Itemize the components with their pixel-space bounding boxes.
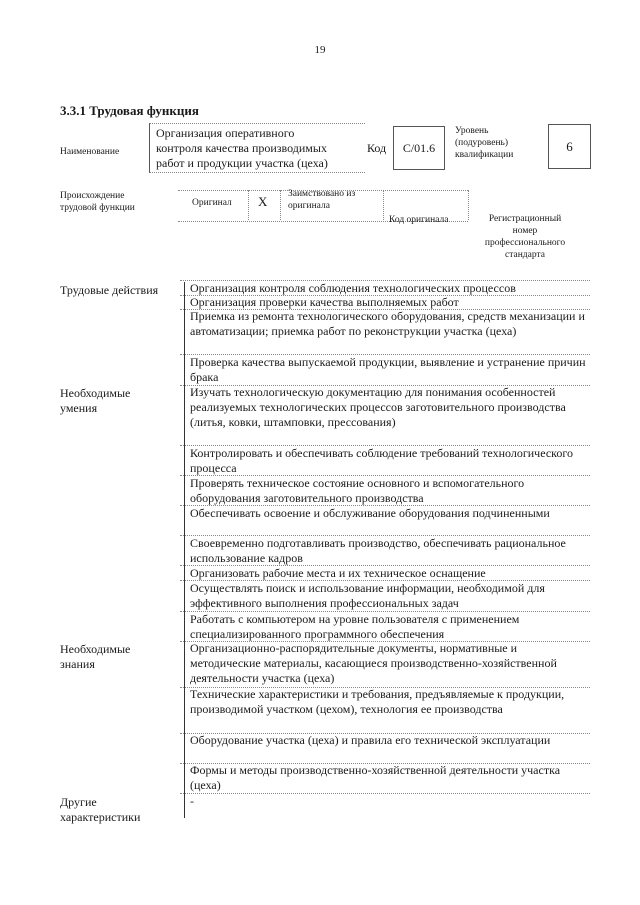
level-value-box	[548, 124, 591, 169]
reg-line-4: стандарта	[505, 250, 545, 260]
skills-label-line-1: Необходимые	[60, 386, 131, 400]
knowledge-item: Формы и методы производственно-хозяйственной деятельности участка (цеха)	[190, 763, 561, 792]
origin-separator	[248, 190, 249, 220]
reg-line-2: номер	[512, 226, 538, 236]
skill-item: Осуществлять поиск и использование информации, необходимой для эффективного выполнения профессиональных задач	[190, 581, 545, 610]
code-value: С/01.6	[402, 140, 436, 155]
level-label	[455, 125, 537, 161]
action-item: Проверка качества выпускаемой продукции, выявление и устранение причин брака	[190, 355, 586, 384]
name-label: Наименование	[60, 147, 120, 157]
other-label	[60, 795, 140, 825]
section-title: 3.3.1 Трудовая функция	[60, 103, 199, 118]
knowledge-label-line-1: Необходимые	[60, 642, 131, 656]
function-name-line-1: Организация оперативного	[156, 126, 295, 140]
origin-separator	[383, 190, 384, 220]
action-item: Организация контроля соблюдения технологических процессов	[190, 281, 516, 295]
function-name-line-3: работ и продукции участка (цеха)	[156, 156, 328, 170]
level-label-line-1: Уровень	[455, 126, 489, 136]
origin-separator	[280, 190, 281, 220]
function-name-line-2: контроля качества производимых	[156, 141, 327, 155]
knowledge-item: Оборудование участка (цеха) и правила его технической эксплуатации	[190, 733, 551, 747]
skill-item: Своевременно подготавливать производство, обеспечивать рациональное использование кадров	[190, 536, 566, 565]
original-label: Оригинал	[192, 198, 232, 208]
registration-number-label	[470, 213, 580, 261]
origin-label-line-2: трудовой функции	[60, 203, 135, 213]
original-mark: X	[258, 194, 268, 209]
skill-item: Проверять техническое состояние основного и вспомогательного оборудования заготовительного производства	[190, 476, 525, 505]
skill-item: Работать с компьютером на уровне пользователя с применением специализированного программного обеспечения	[190, 612, 520, 641]
skills-label-line-2: умения	[60, 401, 98, 415]
level-value: 6	[566, 138, 573, 154]
original-code-label: Код оригинала	[389, 215, 449, 225]
borrowed-label	[288, 188, 378, 212]
borrowed-line-1: Заимствовано из	[288, 189, 356, 199]
knowledge-label-line-2: знания	[60, 657, 95, 671]
table-divider	[184, 282, 185, 818]
code-value-box	[393, 126, 445, 170]
reg-line-3: профессионального	[484, 238, 566, 248]
borrowed-line-2: оригинала	[288, 201, 330, 211]
actions-label: Трудовые действия	[60, 283, 159, 297]
skill-item: Изучать технологическую документацию для понимания особенностей реализуемых технологических процессов заготовительного производства (литья, ковки, штамповки, прессования)	[190, 385, 566, 429]
action-item: Организация проверки качества выполняемых работ	[190, 295, 459, 309]
skills-label	[60, 386, 130, 416]
code-label: Код	[367, 141, 387, 155]
page-number: 19	[314, 44, 326, 56]
knowledge-item: Организационно-распорядительные документы, нормативные и методические материалы, касающиеся производственно-хозяйственной деятельности участка (цеха)	[190, 641, 557, 685]
origin-label-line-1: Происхождение	[60, 191, 125, 201]
reg-line-1: Регистрационный	[488, 214, 562, 224]
origin-separator	[468, 190, 469, 220]
other-value: -	[190, 794, 194, 808]
function-name-box	[149, 123, 365, 173]
other-label-line-1: Другие	[60, 795, 97, 809]
skill-item: Обеспечивать освоение и обслуживание оборудования подчиненными	[190, 506, 550, 520]
action-item: Приемка из ремонта технологического оборудования, средств механизации и автоматизации; приемка работ по реконструкции участка (цеха)	[190, 309, 585, 338]
skill-item: Контролировать и обеспечивать соблюдение требований технологического процесса	[190, 446, 574, 475]
skill-item: Организовать рабочие места и их техническое оснащение	[190, 566, 486, 580]
knowledge-label	[60, 642, 130, 672]
level-label-line-3: квалификации	[455, 150, 514, 160]
other-label-line-2: характеристики	[60, 810, 141, 824]
origin-label	[60, 190, 135, 214]
knowledge-item: Технические характеристики и требования, предъявляемые к продукции, производимой участком (цехом), технология ее производства	[190, 687, 565, 716]
level-label-line-2: (подуровень)	[455, 138, 509, 148]
